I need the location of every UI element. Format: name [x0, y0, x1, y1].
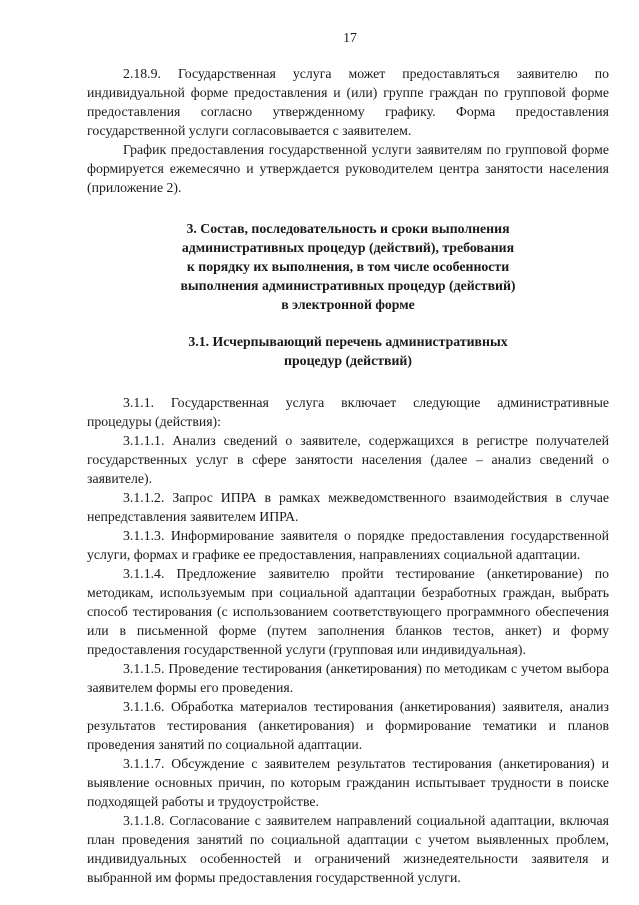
section-heading-line: в электронной форме: [281, 297, 415, 312]
paragraph-2-18-9: 2.18.9. Государственная услуга может предоставляться заявителю по индивидуальной форме предоставления и (или) группе граждан по групповой форме предоставления согласно утвержденному графику. Форма предоставления государственной услуги согласовывается с заявителем.: [87, 66, 609, 138]
paragraph-3-1-1-2: 3.1.1.2. Запрос ИПРА в рамках межведомственного взаимодействия в случае непредставления заявителем ИПРА.: [87, 490, 609, 524]
section-heading-line: выполнения административных процедур (действий): [180, 278, 516, 293]
paragraph-3-1-1-7: 3.1.1.7. Обсуждение с заявителем результатов тестирования (анкетирования) и выявление основных причин, по которым гражданин испытывает трудности в поиске подходящей работы и трудоустройстве.: [87, 756, 609, 809]
paragraph-3-1-1-8: 3.1.1.8. Согласование с заявителем направлений социальной адаптации, включая план проведения занятий по социальной адаптации с учетом выявленных проблем, индивидуальных особенностей и ограничений жизнедеятельности заявителя и выбранной им формы предоставления государственной услуги.: [87, 813, 609, 885]
paragraph-3-1-1-4: 3.1.1.4. Предложение заявителю пройти тестирование (анкетирование) по методикам, используемым при социальной адаптации безработных граждан, выбрать способ тестирования (с использованием соответствующего программного обеспечения или в письменной форме (путем заполнения бланков тестов, анкет) и форму предоставления государственной услуги (групповая или индивидуальная).: [87, 566, 609, 657]
section-heading-line: к порядку их выполнения, в том числе особенности: [186, 259, 510, 274]
paragraph-3-1-1: 3.1.1. Государственная услуга включает следующие административные процедуры (действия):: [87, 395, 609, 429]
subsection-heading: [87, 332, 609, 370]
paragraph-3-1-1-5: 3.1.1.5. Проведение тестирования (анкетирования) по методикам с учетом выбора заявителем формы его проведения.: [87, 661, 609, 695]
section-heading-line: 3. Состав, последовательность и сроки выполнения: [186, 221, 510, 236]
section-heading: [87, 219, 609, 314]
paragraph-3-1-1-6: 3.1.1.6. Обработка материалов тестирования (анкетирования) заявителя, анализ результатов тестирования (анкетирования) и формирование тематики и планов проведения занятий по социальной адаптации.: [87, 699, 609, 752]
subsection-heading-line: процедур (действий): [284, 353, 412, 368]
paragraph-schedule: График предоставления государственной услуги заявителям по групповой форме формируется ежемесячно и утверждается руководителем центра занятости населения (приложение 2).: [87, 142, 609, 195]
paragraph-3-1-1-1: 3.1.1.1. Анализ сведений о заявителе, содержащихся в регистре получателей государственных услуг в сфере занятости населения (далее – анализ сведений о заявителе).: [87, 433, 609, 486]
paragraph-3-1-1-3: 3.1.1.3. Информирование заявителя о порядке предоставления государственной услуги, формах и графике ее предоставления, направлениях социальной адаптации.: [87, 528, 609, 562]
section-heading-line: административных процедур (действий), требования: [181, 240, 515, 255]
subsection-heading-line: 3.1. Исчерпывающий перечень административных: [188, 334, 508, 349]
page-number: 17: [343, 30, 357, 45]
section-body: [87, 393, 609, 887]
